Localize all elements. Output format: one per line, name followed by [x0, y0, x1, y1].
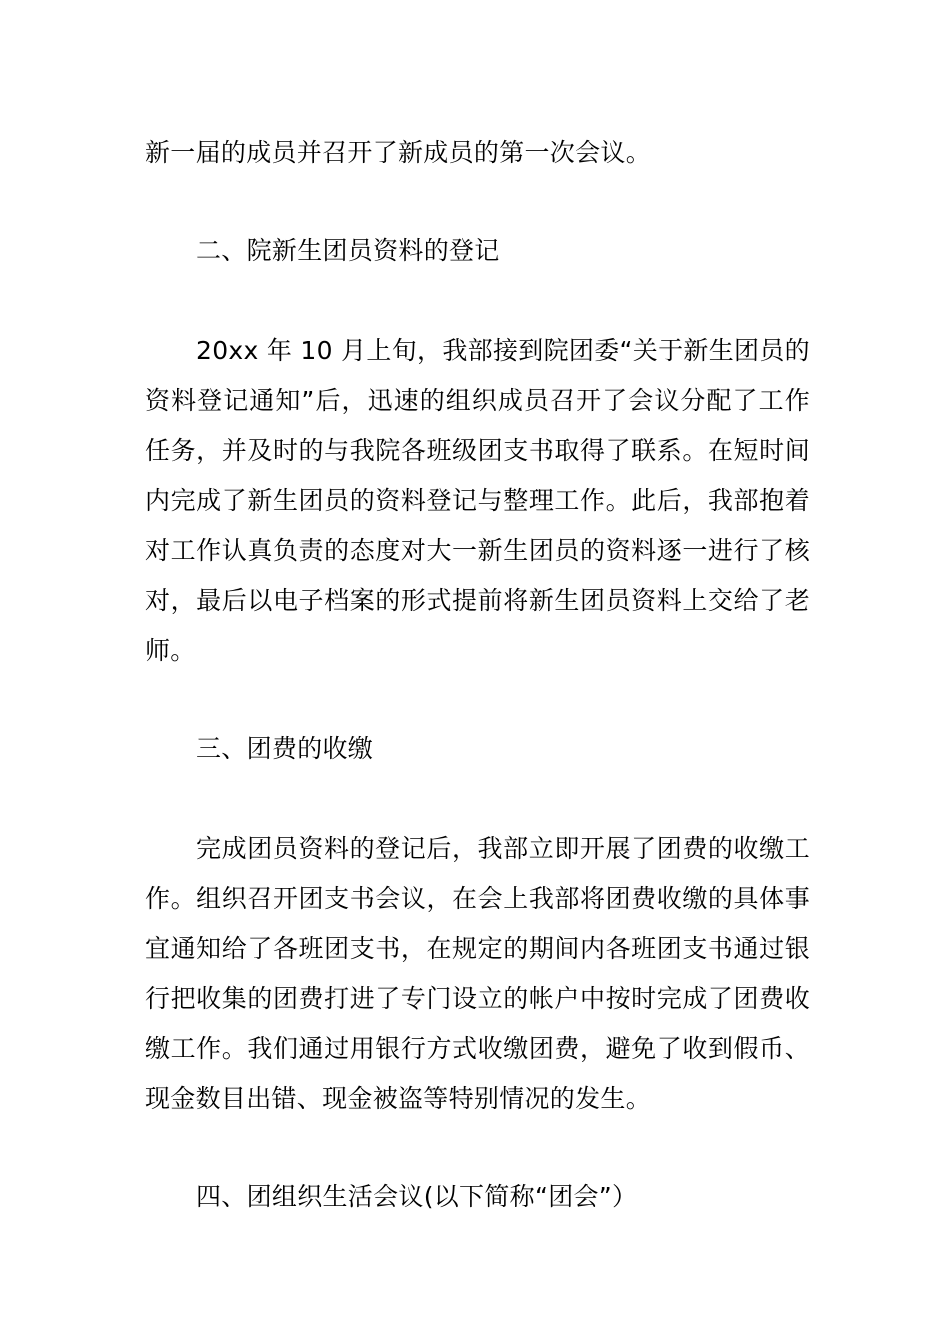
section-paragraph-2	[145, 326, 810, 676]
continuation-paragraph	[145, 128, 810, 178]
section-heading-3	[145, 724, 810, 774]
section-paragraph-text: 完成团员资料的登记后，我部立即开展了团费的收缴工作。组织召开团支书会议，在会上我部将团费收缴的具体事宜通知给了各班团支书，在规定的期间内各班团支书通过银行把收集的团费打进了专门设立的帐户中按时完成了团费收缴工作。我们通过用银行方式收缴团费，避免了收到假币、现金数目出错、现金被盗等特别情况的发生。	[145, 834, 810, 1113]
section-paragraph-3	[145, 824, 810, 1124]
section-heading-2	[145, 226, 810, 276]
section-heading-text: 四、团组织生活会议(以下简称“团会”）	[196, 1182, 638, 1211]
section-paragraph-text: 20xx 年 10 月上旬，我部接到院团委“关于新生团员的资料登记通知”后，迅速的组织成员召开了会议分配了工作任务，并及时的与我院各班级团支书取得了联系。在短时间内完成了新生团员的资料登记与整理工作。此后，我部抱着对工作认真负责的态度对大一新生团员的资料逐一进行了核对，最后以电子档案的形式提前将新生团员资料上交给了老师。	[145, 336, 810, 665]
section-heading-text: 二、院新生团员资料的登记	[196, 236, 500, 265]
continuation-text: 新一届的成员并召开了新成员的第一次会议。	[145, 138, 652, 167]
section-heading-4	[145, 1172, 810, 1222]
section-heading-text: 三、团费的收缴	[196, 734, 374, 763]
